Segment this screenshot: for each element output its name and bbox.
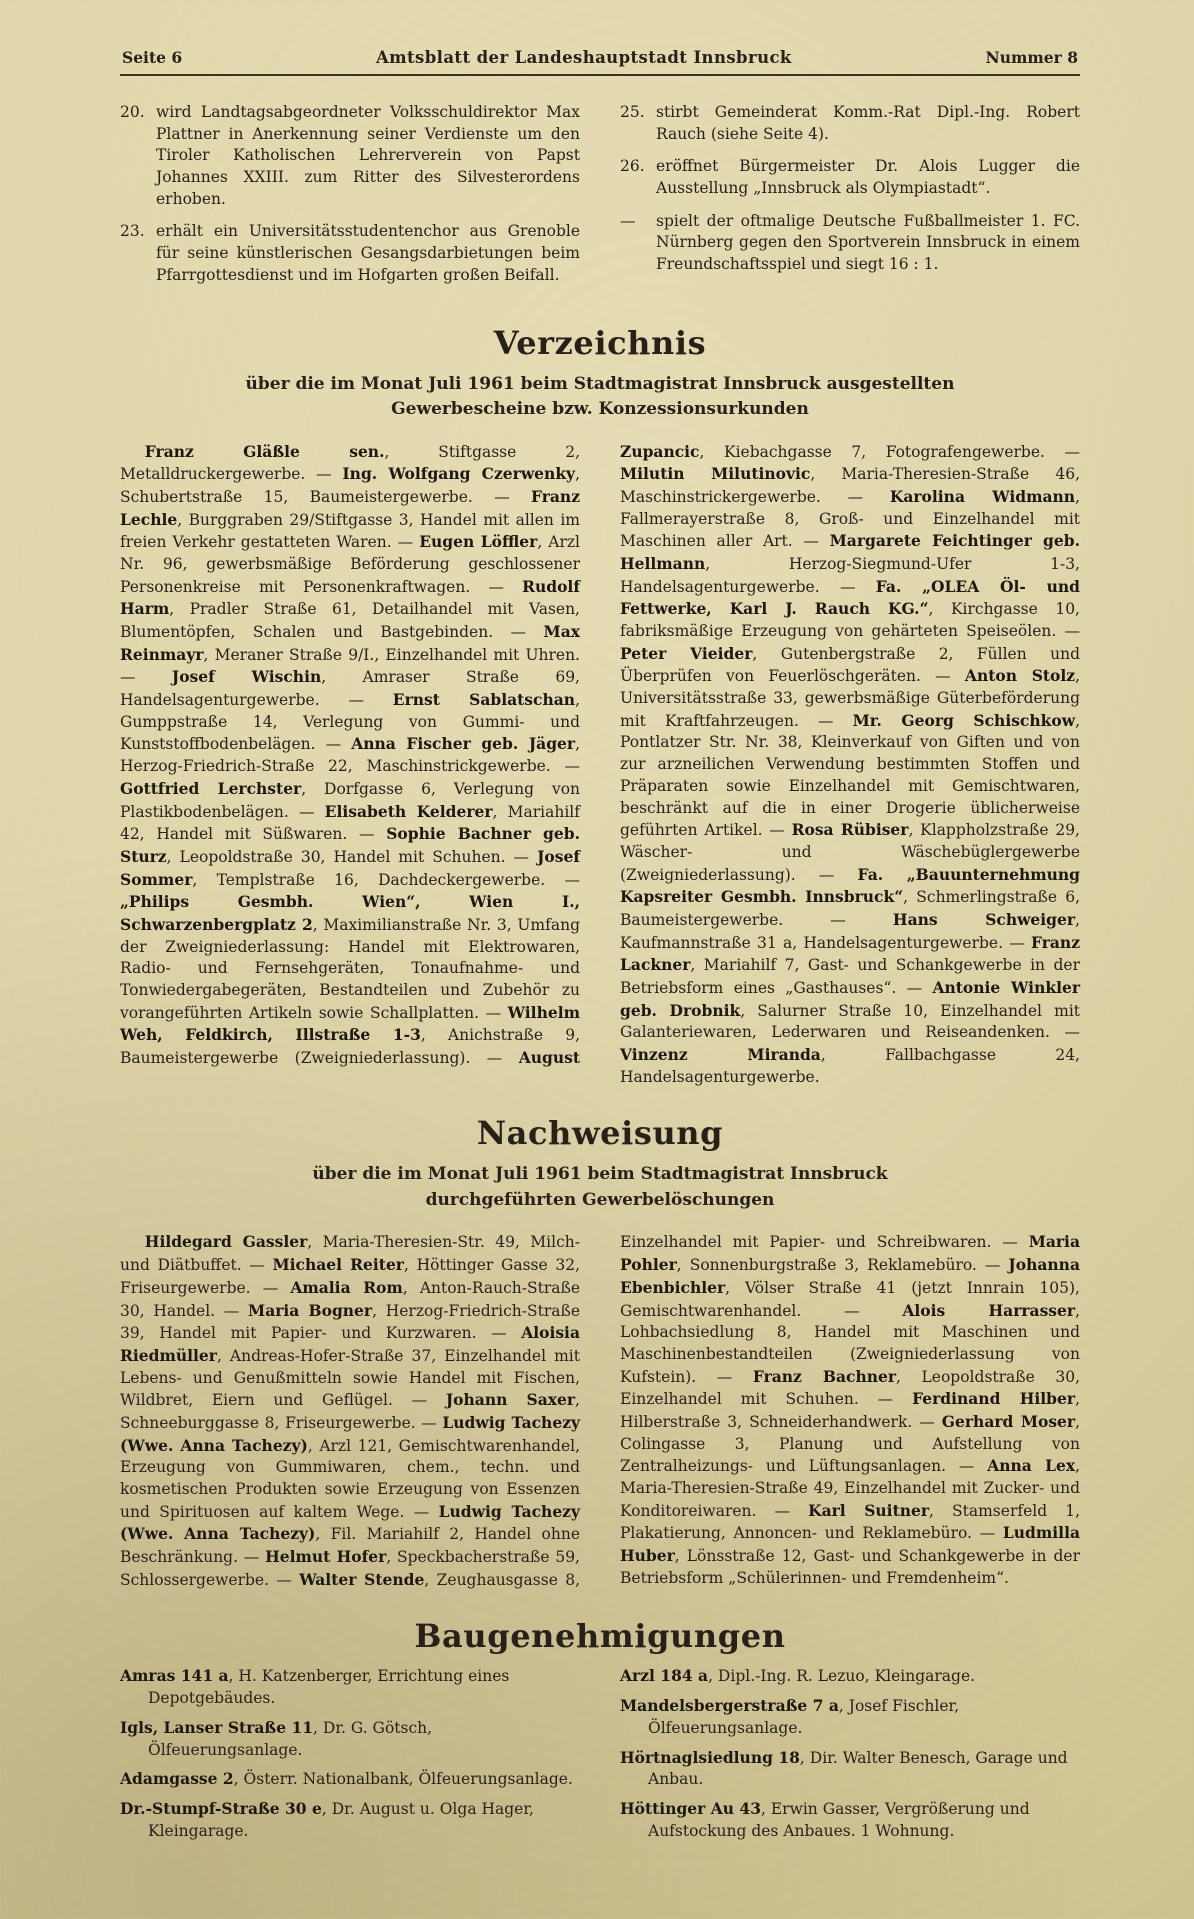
news-column-left bbox=[120, 102, 580, 298]
permit-item: Dr.-Stumpf-Straße 30 e, Dr. August u. Olga Hager, Kleingarage. bbox=[120, 1798, 534, 1840]
entry-name: Mr. Georg Schischkow bbox=[852, 710, 1076, 730]
entry-name: Maria Bogner bbox=[248, 1300, 373, 1320]
masthead-divider bbox=[120, 74, 1080, 76]
section-nachweisung bbox=[120, 1114, 1080, 1591]
entry-name: Anna Fischer geb. Jäger bbox=[351, 734, 576, 754]
entry-name: Peter Vieider bbox=[620, 643, 753, 663]
entry-name: Ludwig Tachezy (Wwe. Anna Tachezy) bbox=[120, 1501, 580, 1544]
entry-name: August Zupancic bbox=[518, 441, 700, 1068]
verzeichnis-subtitle-line1: über die im Monat Juli 1961 beim Stadtmagistrat Innsbruck ausgestellten bbox=[245, 373, 955, 394]
entry-name: Antonie Winkler geb. Drobnik bbox=[620, 978, 1080, 1020]
section-baugenehmigungen bbox=[120, 1617, 1080, 1849]
permit-item: Mandelsbergerstraße 7 a, Josef Fischler, Ölfeuerungsanlage. bbox=[620, 1696, 960, 1737]
entry-name: Eugen Löffler bbox=[419, 532, 538, 552]
permit-address: Dr.-Stumpf-Straße 30 e bbox=[120, 1798, 322, 1818]
entry-name: Wilhelm Weh, Feldkirch, Illstraße 1-3 bbox=[120, 1002, 580, 1045]
baugenehmigungen-columns bbox=[120, 1665, 1080, 1849]
entry-name: Helmut Hofer bbox=[265, 1547, 387, 1567]
entry-name: Ernst Sablatschan bbox=[392, 690, 576, 710]
entry-name: Milutin Milutinovic bbox=[620, 464, 811, 484]
news-item-text: spielt der oftmalige Deutsche Fußballmeister 1. FC. Nürnberg gegen den Sportverein Innsbruck in einem Freundschaftsspiel und siegt 16 : 1. bbox=[656, 211, 1080, 274]
news-item bbox=[620, 102, 1080, 145]
verzeichnis-text bbox=[120, 441, 1080, 1089]
permit-address: Mandelsbergerstraße 7 a bbox=[620, 1696, 839, 1716]
entry-name: Franz Lechle bbox=[120, 486, 580, 529]
entry-name: Aloisia Riedmüller bbox=[120, 1323, 580, 1365]
section-verzeichnis bbox=[120, 324, 1080, 1089]
entry-name: Fa. „OLEA Öl- und Fettwerke, Karl J. Rauch KG.“ bbox=[620, 576, 1080, 619]
news-item-number: — bbox=[620, 211, 636, 230]
entry-name: Johanna Ebenbichler bbox=[620, 1255, 1080, 1297]
nachweisung-subtitle-line1: über die im Monat Juli 1961 beim Stadtmagistrat Innsbruck bbox=[312, 1164, 888, 1185]
baugenehmigungen-column-right bbox=[620, 1665, 1080, 1849]
entry-name: Rosa Rübiser bbox=[791, 820, 909, 840]
entry-name: Hans Schweiger bbox=[892, 909, 1076, 929]
news-item-number: 25. bbox=[620, 103, 645, 121]
entry-name: Josef Sommer bbox=[120, 846, 580, 889]
permit-address: Höttinger Au 43 bbox=[620, 1798, 761, 1818]
permit-item: Amras 141 a, H. Katzenberger, Errichtung eines Depotgebäudes. bbox=[120, 1666, 510, 1708]
news-item-number: 23. bbox=[120, 222, 145, 241]
entry-name: Franz Gläßle sen. bbox=[144, 441, 385, 461]
entry-name: Ing. Wolfgang Czerwenky bbox=[342, 464, 576, 484]
news-item bbox=[620, 211, 1080, 276]
entry-name: Max Reinmayr bbox=[120, 622, 580, 664]
entry-name: Anton Stolz bbox=[964, 666, 1076, 686]
permit-item: Höttinger Au 43, Erwin Gasser, Vergrößerung und Aufstockung des Anbaues. 1 Wohnung. bbox=[620, 1798, 1030, 1840]
verzeichnis-entries-flow: Franz Gläßle sen., Stiftgasse 2, Metalldruckergewerbe. — Ing. Wolfgang Czerwenky, Schubertstraße 15, Baumeistergewerbe. — Franz Lechle, Burggraben 29/Stiftgasse 3, Handel mit allen im freien Verkehr gestatteten Waren. — Eugen Löffler, Arzl Nr. 96, gewerbsmäßige Beförderung geschlossener Personenkreise mit Personenkraftwagen. — Rudolf Harm, Pradler Straße 61, Detailhandel mit Vasen, Blumentöpfen, Schalen und Bastgebinden. — Max Reinmayr, Meraner Straße 9/I., Einzelhandel mit Uhren. — Josef Wischin, Amraser Straße 69, Handelsagenturgewerbe. — Ernst Sablatschan, Gumppstraße 14, Verlegung von Gummi- und Kunststoffbodenbelägen. — Anna Fischer geb. Jäger, Herzog-Friedrich-Straße 22, Maschinstrickgewerbe. — Gottfried Lerchster, Dorfgasse 6, Verlegung von Plastikbodenbelägen. — Elisabeth Kelderer, Mariahilf 42, Handel mit Süßwaren. — Sophie Bachner geb. Sturz, Leopoldstraße 30, Handel mit Schuhen. — Josef Sommer, Templstraße 16, Dachdeckergewerbe. — „Philips Gesmbh. Wien“, Wien I., Schwarzenbergplatz 2, Maximilianstraße Nr. 3, Umfang der Zweigniederlassung: Handel mit Elektrowaren, Radio- und Fernsehgeräten, Tonaufnahme- und Tonwiedergabegeräten, Bestandteilen und Zubehör zu vorangeführten Artikeln sowie Schallplatten. — Wilhelm Weh, Feldkirch, Illstraße 1-3, Anichstraße 9, Baumeistergewerbe (Zweigniederlassung). — August Zupancic, Kiebachgasse 7, Fotografengewerbe. — Milutin Milutinovic, Maria-Theresien-Straße 46, Maschinstrickergewerbe. — Karolina Widmann, Fallmerayerstraße 8, Groß- und Einzelhandel mit Maschinen aller Art. — Margarete Feichtinger geb. Hellmann, Herzog-Siegmund-Ufer 1-3, Handelsagenturgewerbe. — Fa. „OLEA Öl- und Fettwerke, Karl J. Rauch KG.“, Kirchgasse 10, fabriksmäßige Erzeugung von gehärteten Speiseölen. — Peter Vieider, Gutenbergstraße 2, Füllen und Überprüfen von Feuerlöschgeräten. — Anton Stolz, Universitätsstraße 33, gewerbsmäßige Güterbeförderung mit Kraftfahrzeugen. — Mr. Georg Schischkow, Pontlatzer Str. Nr. 38, Kleinverkauf von Giften und von zur arzneilichen Verwendung bestimmten Stoffen und Präparaten sowie Einzelhandel mit Gemischtwaren, beschränkt auf die in einer Drogerie üblicherweise geführten Artikel. — Rosa Rübiser, Klappholzstraße 29, Wäscher- und Wäschebüglergewerbe (Zweigniederlassung). — Fa. „Bauunternehmung Kapsreiter Gesmbh. Innsbruck“, Schmerlingstraße 6, Baumeistergewerbe. — Hans Schweiger, Kaufmannstraße 31 a, Handelsagenturgewerbe. — Franz Lackner, Mariahilf 7, Gast- und Schankgewerbe in der Betriebsform eines „Gasthauses“. — Antonie Winkler geb. Drobnik, Salurner Straße 10, Einzelhandel mit Galanteriewaren, Lederwaren und Reiseandenken. — Vinzenz Miranda, Fallbachgasse 24, Handelsagenturgewerbe. bbox=[120, 441, 1081, 1086]
entry-name: „Philips Gesmbh. Wien“, Wien I., Schwarzenbergplatz 2 bbox=[120, 892, 580, 934]
entry-name: Karl Suitner bbox=[808, 1500, 930, 1520]
news-item-number: 20. bbox=[120, 103, 145, 121]
entry-name: Gottfried Lerchster bbox=[120, 778, 302, 798]
gazette-title: Amtsblatt der Landeshauptstadt Innsbruck bbox=[375, 48, 792, 67]
permit-address: Arzl 184 a bbox=[620, 1666, 709, 1686]
entry-name: Karolina Widmann bbox=[889, 486, 1076, 506]
nachweisung-title: Nachweisung bbox=[476, 1114, 724, 1153]
news-item-text: eröffnet Bürgermeister Dr. Alois Lugger die Ausstellung „Innsbruck als Olympiastadt“. bbox=[656, 157, 1080, 198]
entry-name: Elisabeth Kelderer bbox=[324, 801, 493, 821]
entry-name: Alois Harrasser bbox=[902, 1300, 1076, 1320]
verzeichnis-subtitle-line2: Gewerbescheine bzw. Konzessionsurkunden bbox=[391, 399, 809, 419]
entry-name: Franz Bachner bbox=[752, 1366, 897, 1386]
permit-address: Adamgasse 2 bbox=[120, 1769, 234, 1789]
nachweisung-entries-flow: Hildegard Gassler, Maria-Theresien-Str. 49, Milch- und Diätbuffet. — Michael Reiter, Höttinger Gasse 32, Friseurgewerbe. — Amalia Rom, Anton-Rauch-Straße 30, Handel. — Maria Bogner, Herzog-Friedrich-Straße 39, Handel mit Papier- und Kurzwaren. — Aloisia Riedmüller, Andreas-Hofer-Straße 37, Einzelhandel mit Lebens- und Genußmitteln sowie Handel mit Fischen, Wildbret, Eiern und Geflügel. — Johann Saxer, Schneeburggasse 8, Friseurgewerbe. — Ludwig Tachezy (Wwe. Anna Tachezy), Arzl 121, Gemischtwarenhandel, Erzeugung von Gummiwaren, chem., techn. und kosmetischen Produkten sowie Erzeugung von Essenzen und Spirituosen auf kaltem Wege. — Ludwig Tachezy (Wwe. Anna Tachezy), Fil. Mariahilf 2, Handel ohne Beschränkung. — Helmut Hofer, Speckbacherstraße 59, Schlossergewerbe. — Walter Stende, Zeughausgasse 8, Einzelhandel mit Papier- und Schreibwaren. — Maria Pohler, Sonnenburgstraße 3, Reklamebüro. — Johanna Ebenbichler, Völser Straße 41 (jetzt Innrain 105), Gemischtwarenhandel. — Alois Harrasser, Lohbachsiedlung 8, Handel mit Maschinen und Maschinenbestandteilen (Zweigniederlassung von Kufstein). — Franz Bachner, Leopoldstraße 30, Einzelhandel mit Schuhen. — Ferdinand Hilber, Hilberstraße 3, Schneiderhandwerk. — Gerhard Moser, Colingasse 3, Planung und Aufstellung von Zentralheizungs- und Lüftungsanlagen. — Anna Lex, Maria-Theresien-Straße 49, Einzelhandel mit Zucker- und Konditoreiwaren. — Karl Suitner, Stamserfeld 1, Plakatierung, Annoncen- und Reklamebüro. — Ludmilla Huber, Lönsstraße 12, Gast- und Schankgewerbe in der Betriebsform „Schülerinnen- und Fremdenheim“. bbox=[120, 1232, 1081, 1589]
entry-name: Amalia Rom bbox=[290, 1277, 403, 1297]
entry-name: Ferdinand Hilber bbox=[912, 1389, 1076, 1409]
baugenehmigungen-column-left bbox=[120, 1665, 580, 1849]
entry-name: Vinzenz Miranda bbox=[620, 1045, 821, 1065]
entry-name: Fa. „Bauunternehmung Kapsreiter Gesmbh. Innsbruck“ bbox=[620, 864, 1080, 907]
entry-name: Rudolf Harm bbox=[120, 576, 580, 619]
baugenehmigungen-title: Baugenehmigungen bbox=[414, 1617, 786, 1656]
nachweisung-subtitle bbox=[150, 1162, 1050, 1213]
news-column-right bbox=[620, 102, 1080, 298]
permit-item: Igls, Lanser Straße 11, Dr. G. Götsch, Ölfeuerungsanlage. bbox=[120, 1717, 433, 1759]
news-item bbox=[620, 156, 1080, 199]
permit-address: Amras 141 a bbox=[120, 1666, 229, 1686]
entry-name: Johann Saxer bbox=[445, 1390, 576, 1410]
news-item-text: erhält ein Universitätsstudentenchor aus Grenoble für seine künstlerischen Gesangsdarbietungen beim Pfarrgottesdienst und im Hofgarten großen Beifall. bbox=[156, 222, 580, 284]
news-item-text: wird Landtagsabgeordneter Volksschuldirektor Max Plattner in Anerkennung seiner Verdienste um den Tiroler Katholischen Lehrerverein von Papst Johannes XXIII. zum Ritter des Silvesterordens erhoben. bbox=[156, 103, 580, 208]
entry-name: Hildegard Gassler bbox=[144, 1232, 308, 1252]
permit-address: Igls, Lanser Straße 11 bbox=[120, 1717, 314, 1737]
permit-item: Arzl 184 a, Dipl.-Ing. R. Lezuo, Kleingarage. bbox=[620, 1666, 976, 1686]
page-number: Seite 6 bbox=[122, 48, 183, 67]
issue-number: Nummer 8 bbox=[985, 48, 1078, 67]
permit-address: Hörtnaglsiedlung 18 bbox=[620, 1747, 800, 1767]
news-item bbox=[120, 221, 580, 286]
verzeichnis-title: Verzeichnis bbox=[493, 323, 707, 362]
verzeichnis-subtitle bbox=[150, 372, 1050, 423]
nachweisung-subtitle-line2: durchgeführten Gewerbelöschungen bbox=[425, 1189, 775, 1210]
entry-name: Maria Pohler bbox=[620, 1232, 1080, 1275]
masthead bbox=[120, 48, 1080, 74]
nachweisung-text bbox=[120, 1231, 1080, 1591]
entry-name: Gerhard Moser bbox=[941, 1411, 1076, 1431]
entry-name: Walter Stende bbox=[299, 1569, 425, 1589]
entry-name: Anna Lex bbox=[987, 1456, 1076, 1476]
permit-item: Adamgasse 2, Österr. Nationalbank, Ölfeuerungsanlage. bbox=[120, 1769, 573, 1789]
entry-name: Ludmilla Huber bbox=[620, 1523, 1081, 1566]
permit-item: Hörtnaglsiedlung 18, Dir. Walter Benesch, Garage und Anbau. bbox=[620, 1747, 1068, 1789]
news-item-text: stirbt Gemeinderat Komm.-Rat Dipl.-Ing. Robert Rauch (siehe Seite 4). bbox=[656, 103, 1080, 143]
news-item-number: 26. bbox=[620, 157, 645, 176]
entry-name: Josef Wischin bbox=[171, 667, 322, 687]
entry-name: Ludwig Tachezy (Wwe. Anna Tachezy) bbox=[120, 1412, 581, 1455]
entry-name: Sophie Bachner geb. Sturz bbox=[120, 824, 580, 866]
entry-name: Margarete Feichtinger geb. Hellmann bbox=[620, 531, 1080, 573]
news-item bbox=[120, 102, 580, 210]
news-section bbox=[120, 102, 1080, 298]
entry-name: Michael Reiter bbox=[272, 1255, 404, 1275]
entry-name: Franz Lackner bbox=[620, 932, 1080, 975]
